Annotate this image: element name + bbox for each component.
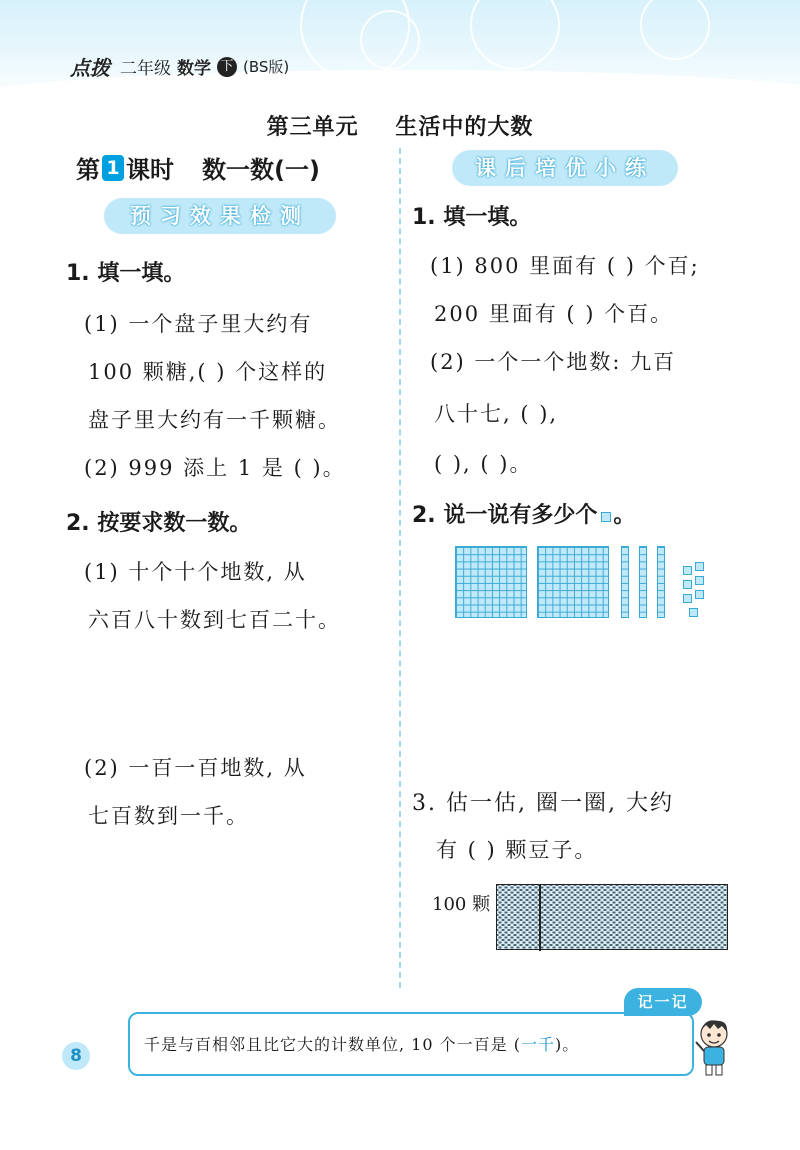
brand-logo: 点拨 <box>70 56 110 80</box>
remember-tag: 记一记 <box>624 988 702 1016</box>
subject-label: 数学 <box>177 59 211 79</box>
edition-label: (BS版) <box>243 58 290 76</box>
beans-sample-label: 100 颗 <box>432 894 491 915</box>
right-q1-line: 200 里面有 ( ) 个百。 <box>434 302 674 326</box>
left-q2-p1-line: (1) 十个十个地数, 从 <box>84 560 307 584</box>
hundred-block <box>455 546 527 618</box>
remember-text-after: )。 <box>554 1035 580 1054</box>
right-q1-title: 1. 填一填。 <box>412 205 532 230</box>
right-q1-line: ( ), ( )。 <box>434 452 533 476</box>
section-label-practice: 课后培优小练 <box>452 150 678 186</box>
beans-sample-region <box>497 885 541 951</box>
section-label-preview: 预习效果检测 <box>104 198 336 234</box>
unit-cube <box>683 594 692 603</box>
unit-name: 生活中的大数 <box>395 115 534 140</box>
right-q1-line: (2) 一个一个地数: 九百 <box>430 350 677 374</box>
column-divider <box>399 148 401 988</box>
ten-rod <box>657 546 665 618</box>
lesson-prefix: 第 <box>76 156 100 184</box>
volume-badge: 下 <box>217 57 237 77</box>
unit-cube <box>695 562 704 571</box>
left-q1-line: 盘子里大约有一千颗糖。 <box>88 408 341 432</box>
right-q3-line: 3. 估一估, 圈一圈, 大约 <box>412 791 674 816</box>
hundred-block <box>537 546 609 618</box>
cartoon-boy-icon <box>692 1018 736 1078</box>
left-q1-title: 1. 填一填。 <box>66 261 186 286</box>
left-q2-title: 2. 按要求数一数。 <box>66 511 252 536</box>
lesson-title <box>76 150 320 185</box>
right-q1-line: 八十七, ( ), <box>434 402 559 426</box>
cube-icon <box>601 512 611 522</box>
decor-bubble <box>360 10 420 70</box>
right-q1-line: (1) 800 里面有 ( ) 个百; <box>430 254 700 278</box>
left-q2-p1-line: 六百八十数到七百二十。 <box>88 608 341 632</box>
book-header <box>70 52 289 81</box>
right-q2-title: 2. 说一说有多少个 。 <box>412 503 636 528</box>
unit-cube <box>683 580 692 589</box>
left-q1-line: (2) 999 添上 1 是 ( )。 <box>84 456 346 480</box>
unit-cube <box>689 608 698 617</box>
left-q1-line: (1) 一个盘子里大约有 <box>84 312 313 336</box>
remember-text-before: 千是与百相邻且比它大的计数单位, 10 个一百是 ( <box>144 1035 521 1054</box>
base-ten-blocks <box>455 546 715 621</box>
lesson-name: 数一数(一) <box>202 156 320 184</box>
lesson-number-badge: 1 <box>102 155 124 181</box>
unit-cube <box>683 566 692 575</box>
left-q2-p2-line: (2) 一百一百地数, 从 <box>84 756 307 780</box>
ten-rod <box>621 546 629 618</box>
remember-answer: 一千 <box>520 1035 555 1054</box>
ten-rod <box>639 546 647 618</box>
unit-cube <box>695 576 704 585</box>
right-q3-line: 有 ( ) 颗豆子。 <box>436 838 598 862</box>
lesson-suffix: 课时 <box>126 156 174 184</box>
page-number: 8 <box>62 1042 90 1070</box>
unit-title <box>0 110 800 141</box>
unit-cube <box>695 590 704 599</box>
decor-bubble <box>640 0 710 60</box>
grade-label: 二年级 <box>120 59 171 79</box>
decor-bubble <box>470 0 560 70</box>
beans-image <box>496 884 728 950</box>
remember-text <box>144 1032 579 1055</box>
left-q2-p2-line: 七百数到一千。 <box>88 804 249 828</box>
unit-number: 第三单元 <box>266 115 359 140</box>
left-q1-line: 100 颗糖,( ) 个这样的 <box>88 360 328 384</box>
right-q2-title-text: 2. 说一说有多少个 <box>412 503 598 528</box>
